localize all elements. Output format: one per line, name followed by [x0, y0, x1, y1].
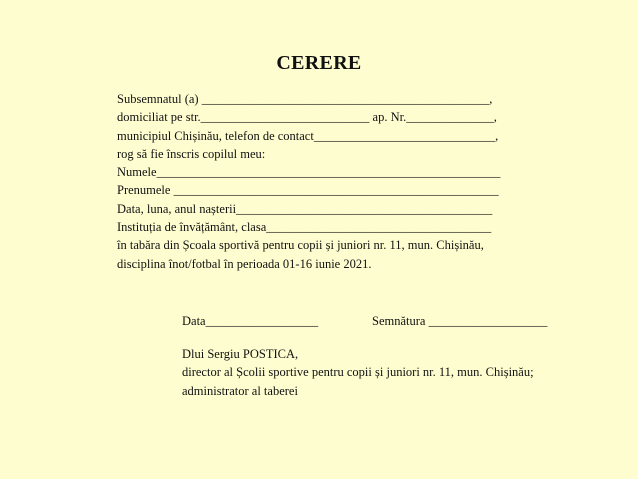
discipline-period-line: disciplina înot/fotbal în perioada 01-16 iunie 2021.	[117, 256, 372, 271]
child-firstname-line: Prenumele ____________________________________________________	[117, 183, 499, 198]
applicant-name-line: Subsemnatul (a) ______________________________________________,	[117, 92, 493, 106]
camp-line: în tabăra din Școala sportivă pentru copii și juniori nr. 11, mun. Chișinău,	[117, 238, 484, 253]
date-signature-row	[182, 314, 602, 329]
child-surname-line: Numele_______________________________________________________	[117, 165, 501, 180]
signature-field: Semnătura ___________________	[372, 314, 548, 328]
school-class-line: Instituția de învățământ, clasa____________________________________	[117, 220, 492, 235]
addressee-role: administrator al taberei	[182, 383, 298, 398]
addressee-block	[182, 345, 622, 400]
request-statement: rog să fie înscris copilul meu:	[117, 146, 266, 161]
document-title: CERERE	[276, 52, 362, 74]
request-body	[117, 90, 587, 273]
address-line: domiciliat pe str.___________________________ ap. Nr.______________,	[117, 110, 497, 125]
addressee-position: director al Școlii sportive pentru copii și juniori nr. 11, mun. Chișinău;	[182, 365, 534, 380]
birthdate-line: Data, luna, anul nașterii_________________________________________	[117, 201, 493, 216]
addressee-name: Dlui Sergiu POSTICA,	[182, 347, 299, 361]
phone-line: municipiul Chișinău, telefon de contact_____________________________,	[117, 128, 499, 143]
date-field: Data__________________	[182, 314, 319, 328]
